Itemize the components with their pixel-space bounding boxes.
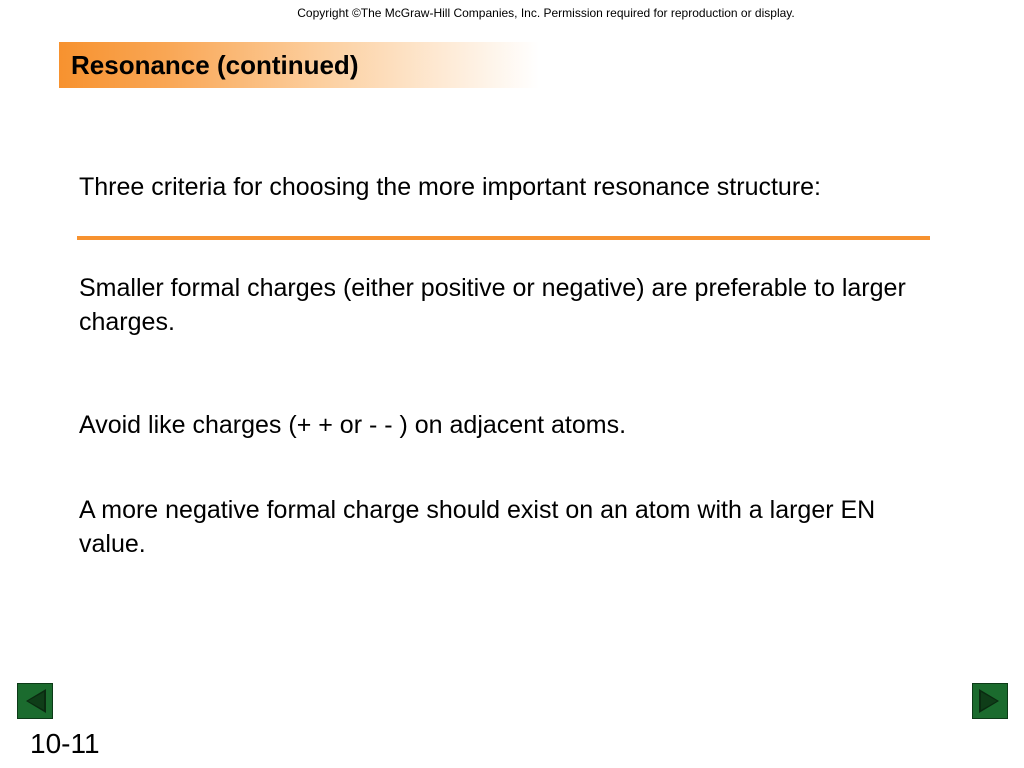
divider-line <box>77 236 930 240</box>
intro-text: Three criteria for choosing the more important resonance structure: <box>79 173 822 201</box>
page-number: 10-11 <box>30 728 100 759</box>
criterion-2: Avoid like charges (+ + or - - ) on adjacent atoms. <box>79 411 627 439</box>
next-slide-button[interactable] <box>972 683 1008 719</box>
copyright-notice: Copyright ©The McGraw-Hill Companies, Inc. Permission required for reproduction or display. <box>297 6 795 20</box>
triangle-right-icon <box>973 684 1007 718</box>
triangle-left-icon <box>18 684 52 718</box>
criterion-3: A more negative formal charge should exist on an atom with a larger EN value. <box>79 496 876 558</box>
slide-title: Resonance (continued) <box>71 50 359 80</box>
criterion-1: Smaller formal charges (either positive or negative) are preferable to larger charges. <box>79 274 906 336</box>
previous-slide-button[interactable] <box>17 683 53 719</box>
